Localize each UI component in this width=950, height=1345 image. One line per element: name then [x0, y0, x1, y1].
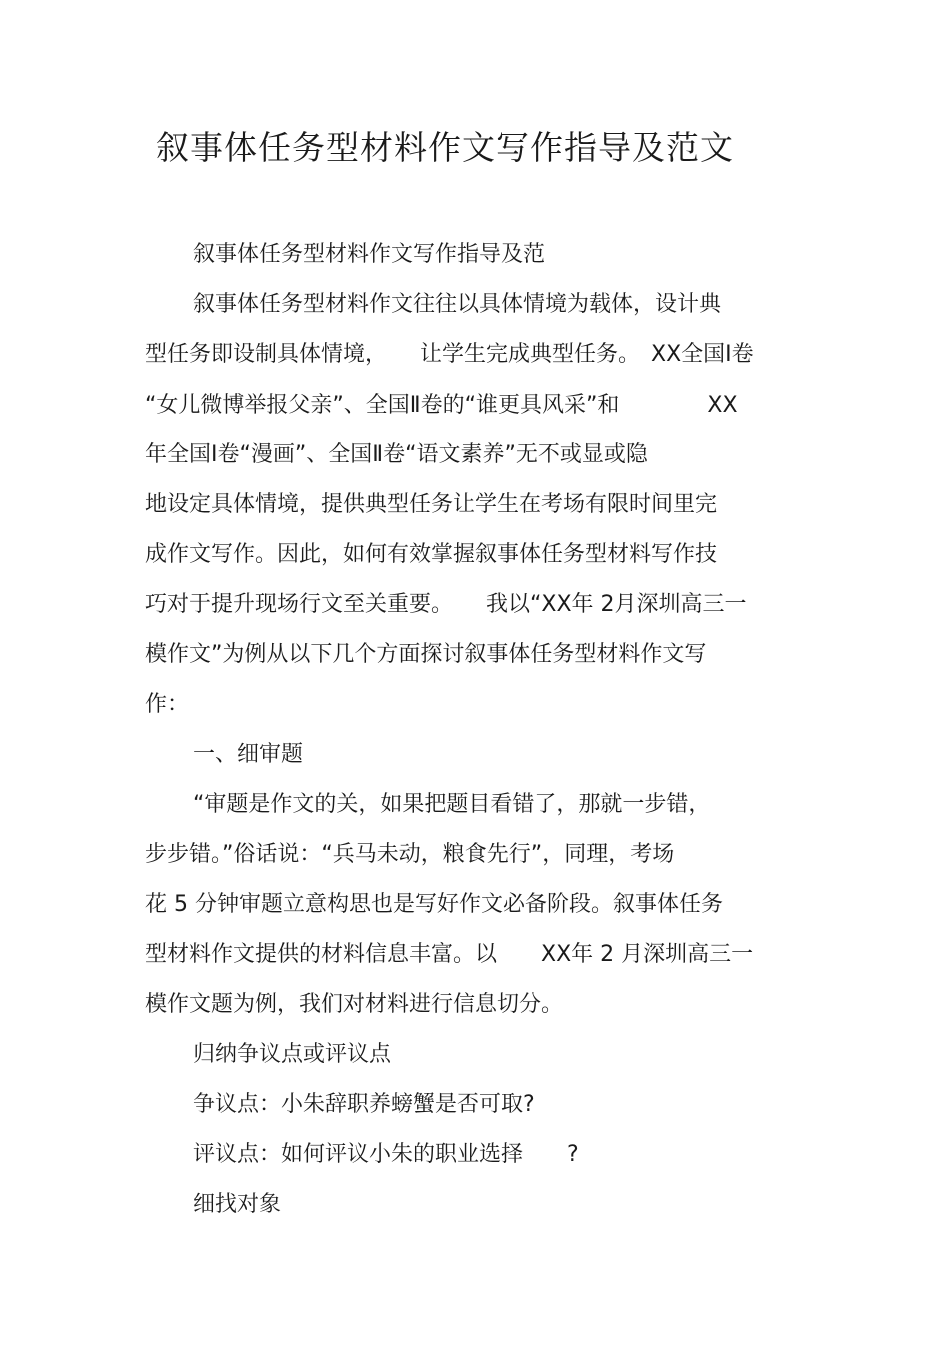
subtitle-line: 叙事体任务型材料作文写作指导及范 [193, 242, 546, 267]
paragraph-line: 模作文”为例从以下几个方面探讨叙事体任务型材料作文写 [145, 642, 707, 667]
subheading: 细找对象 [193, 1192, 282, 1217]
document-title: 叙事体任务型材料作文写作指导及范文 [156, 128, 734, 167]
paragraph-line: 成作文写作。因此，如何有效掌握叙事体任务型材料写作技 [145, 542, 718, 567]
section-heading: 一、细审题 [193, 742, 304, 767]
paragraph-line: “女儿微博举报父亲”、全国Ⅱ卷的“谁更具风采”和 XX [145, 393, 738, 418]
paragraph-line: 地设定具体情境，提供典型任务让学生在考场有限时间里完 [145, 492, 718, 517]
paragraph-line: “审题是作文的关，如果把题目看错了，那就一步错， [193, 792, 711, 817]
subheading: 归纳争议点或评议点 [193, 1042, 392, 1067]
paragraph-line: 型材料作文提供的材料信息丰富。以 XX年 2 月深圳高三一 [145, 942, 754, 967]
paragraph-line: 年全国Ⅰ卷“漫画”、全国Ⅱ卷“语文素养”无不或显或隐 [145, 442, 648, 467]
paragraph-line: 型任务即设制具体情境， 让学生完成典型任务。 XX全国Ⅰ卷 [145, 342, 754, 367]
paragraph-line: 叙事体任务型材料作文往往以具体情境为载体，设计典 [193, 292, 722, 317]
paragraph-line: 花 5 分钟审题立意构思也是写好作文必备阶段。叙事体任务 [145, 892, 723, 917]
paragraph-line: 评议点：如何评议小朱的职业选择 ? [193, 1142, 579, 1167]
paragraph-line: 作： [145, 692, 190, 717]
paragraph-line: 争议点：小朱辞职养螃蟹是否可取? [193, 1092, 535, 1117]
paragraph-line: 模作文题为例，我们对材料进行信息切分。 [145, 992, 564, 1017]
paragraph-line: 步步错。”俗话说：“兵马未动，粮食先行”，同理，考场 [145, 842, 675, 867]
paragraph-line: 巧对于提升现场行文至关重要。 我以“XX年 2月深圳高三一 [145, 592, 747, 617]
